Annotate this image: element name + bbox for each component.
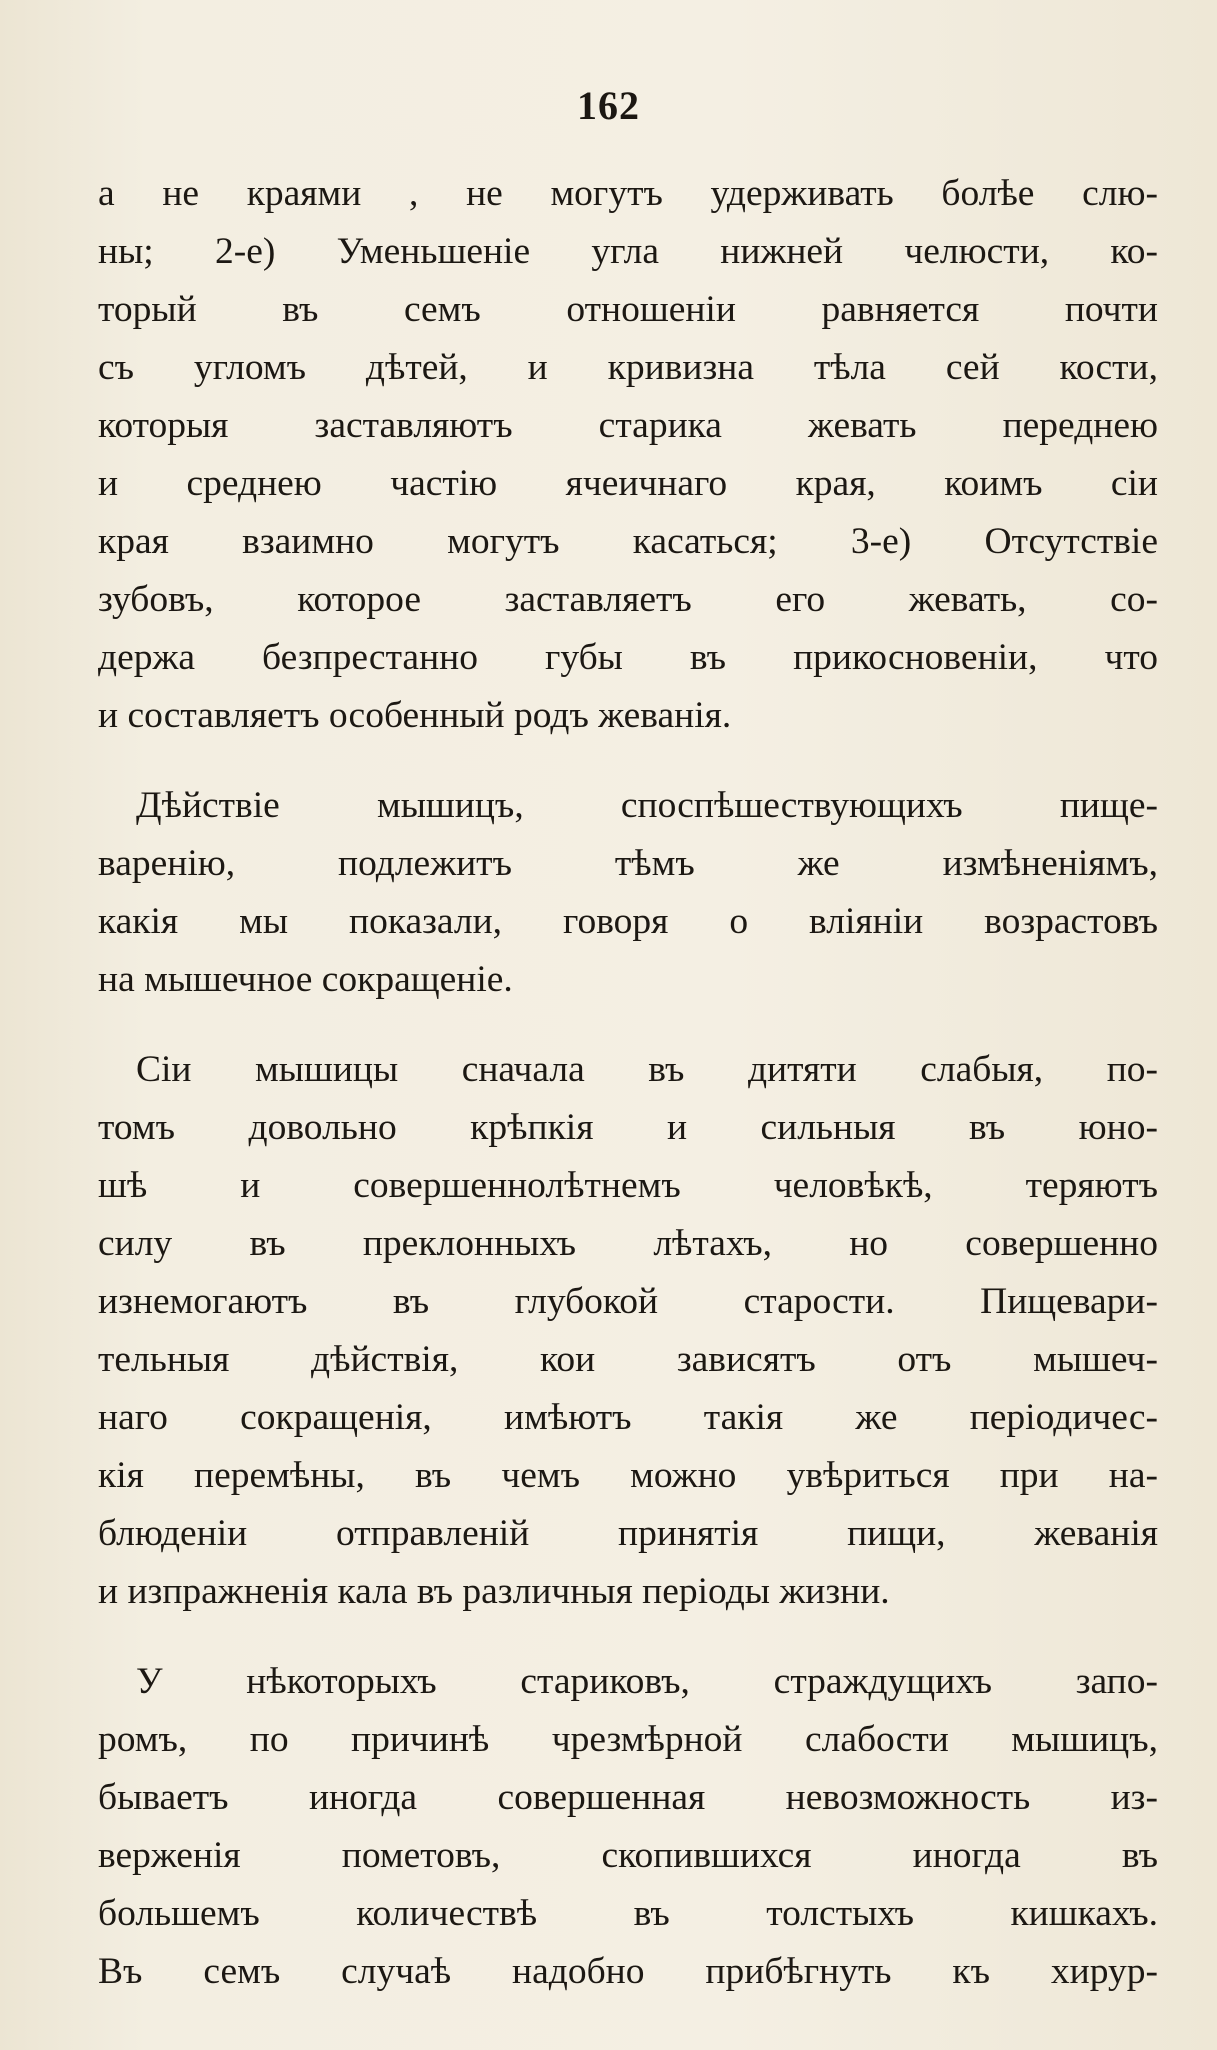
text-line: наго сокращенія, имѣютъ такія же періодичес- <box>98 1397 1158 1438</box>
text-line: и изпражненія кала въ различныя періоды жизни. <box>98 1571 890 1612</box>
text-line: а не краями , не могутъ удерживать болѣе слю- <box>98 173 1158 214</box>
text-line: Въ семъ случаѣ надобно прибѣгнуть къ хирур- <box>98 1951 1158 1992</box>
paragraph-2 <box>98 777 1158 1009</box>
body-text <box>98 165 1158 2001</box>
text-line: и составляетъ особенный родъ жеванія. <box>98 695 732 736</box>
text-line: бываетъ иногда совершенная невозможность из- <box>98 1777 1158 1818</box>
text-line: шѣ и совершеннолѣтнемъ человѣкѣ, теряютъ <box>98 1165 1158 1206</box>
text-line: держа безпрестанно губы въ прикосновеніи, что <box>98 637 1158 678</box>
text-line: большемъ количествѣ въ толстыхъ кишкахъ. <box>98 1893 1158 1934</box>
text-line: торый въ семъ отношеніи равняется почти <box>98 289 1158 330</box>
text-line: тельныя дѣйствія, кои зависятъ отъ мышеч- <box>98 1339 1158 1380</box>
text-line: варенію, подлежитъ тѣмъ же измѣненіямъ, <box>98 843 1158 884</box>
text-line: края взаимно могутъ касаться; 3-е) Отсутствіе <box>98 521 1158 562</box>
paragraph-3 <box>98 1041 1158 1621</box>
text-line: томъ довольно крѣпкія и сильныя въ юно- <box>98 1107 1158 1148</box>
text-line: блюденіи отправленій принятія пищи, жеванія <box>98 1513 1158 1554</box>
text-line: зубовъ, которое заставляетъ его жевать, со- <box>98 579 1158 620</box>
text-line: на мышечное сокращеніе. <box>98 959 513 1000</box>
text-line: кія перемѣны, въ чемъ можно увѣриться при на- <box>98 1455 1158 1496</box>
page-number: 162 <box>577 83 640 128</box>
text-line: ны; 2-е) Уменьшеніе угла нижней челюсти, ко- <box>98 231 1158 272</box>
text-line: верженія пометовъ, скопившихся иногда въ <box>98 1835 1158 1876</box>
text-line: и среднею частію ячеичнаго края, коимъ сіи <box>98 463 1158 504</box>
text-line: ромъ, по причинѣ чрезмѣрной слабости мышицъ, <box>98 1719 1158 1760</box>
text-line: Дѣйствіе мышицъ, споспѣшествующихъ пище- <box>136 785 1158 826</box>
text-line: изнемогаютъ въ глубокой старости. Пищевари- <box>98 1281 1158 1322</box>
text-line: У нѣкоторыхъ стариковъ, страждущихъ запо- <box>136 1661 1158 1702</box>
text-line: силу въ преклонныхъ лѣтахъ, но совершенно <box>98 1223 1158 1264</box>
text-line: съ угломъ дѣтей, и кривизна тѣла сей кости, <box>98 347 1158 388</box>
text-line: Сіи мышицы сначала въ дитяти слабыя, по- <box>136 1049 1158 1090</box>
paragraph-4 <box>98 1653 1158 2001</box>
paragraph-1 <box>98 165 1158 745</box>
text-line: которыя заставляютъ старика жевать переднею <box>98 405 1158 446</box>
text-line: какія мы показали, говоря о вліяніи возрастовъ <box>98 901 1158 942</box>
